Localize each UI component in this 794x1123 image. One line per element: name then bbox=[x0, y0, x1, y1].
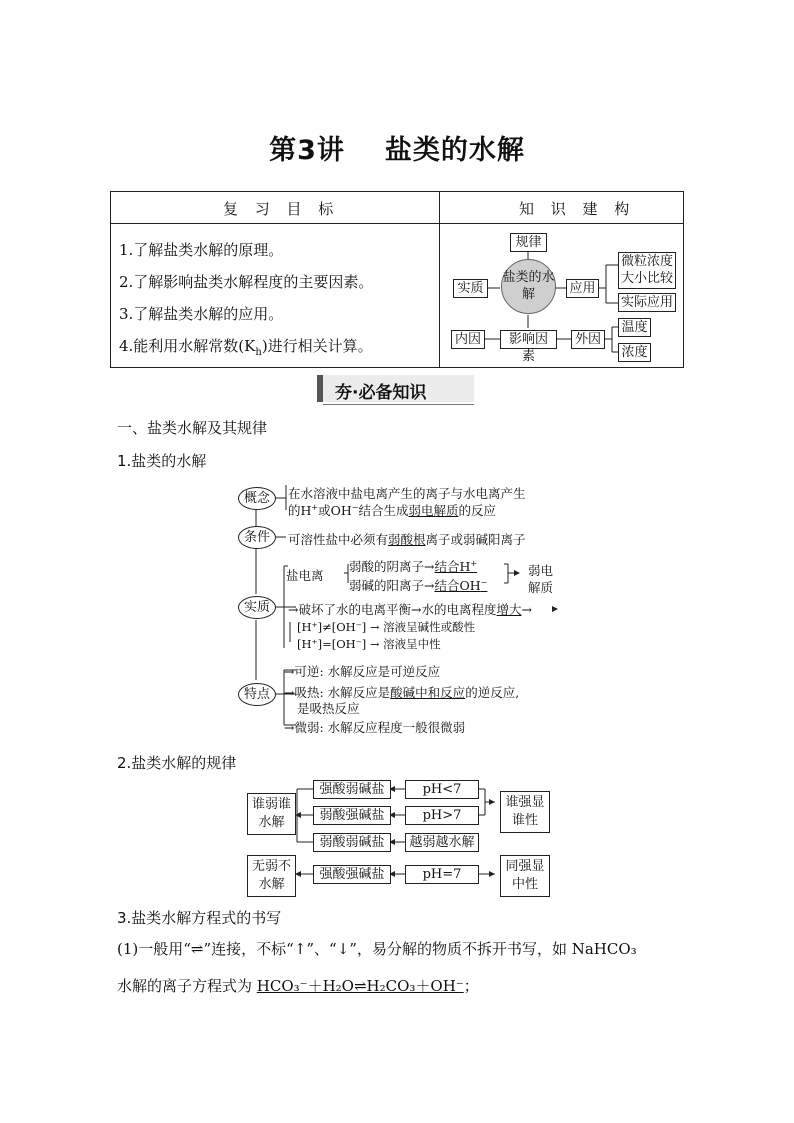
map-compare: 微粒浓度大小比较 bbox=[618, 252, 676, 289]
section-banner: 夯·必备知识 bbox=[317, 375, 474, 402]
rule-same-strong: 同强显中性 bbox=[500, 855, 550, 897]
goal-item: 3.了解盐类水解的应用。 bbox=[119, 305, 284, 323]
knowledge-header: 知 识 建 构 bbox=[519, 200, 636, 218]
subsection-heading: 3.盐类水解方程式的书写 bbox=[117, 909, 282, 927]
essence-neq: [H⁺]≠[OH⁻] → 溶液呈碱性或酸性 bbox=[297, 620, 476, 634]
map-essence: 实质 bbox=[453, 279, 488, 298]
goals-header: 复 习 目 标 bbox=[223, 200, 340, 218]
concept-line1: 在水溶液中盐电离产生的离子与水电离产生 bbox=[288, 486, 526, 501]
result-box: pH<7 bbox=[405, 780, 479, 799]
map-internal: 内因 bbox=[451, 330, 485, 349]
goal-item: 4.能利用水解常数$(K_h)$进行相关计算。 bbox=[119, 337, 373, 358]
hydrolysis-equation: HCO₃⁻＋H₂O⇌H₂CO₃＋OH⁻ bbox=[256, 977, 464, 995]
paragraph: 水解的离子方程式为 HCO₃⁻＋H₂O⇌H₂CO₃＋OH⁻； bbox=[117, 977, 479, 995]
essence-label: 实质 bbox=[238, 596, 276, 619]
essence-weak-base: 弱碱的阳离子→结合OH− bbox=[349, 577, 488, 593]
feature-endothermic: →吸热: 水解反应是酸碱中和反应的逆反应, bbox=[284, 685, 520, 700]
salt-box: 弱酸弱碱盐 bbox=[313, 833, 391, 852]
result-box: 越弱越水解 bbox=[405, 833, 479, 852]
map-law: 规律 bbox=[510, 233, 547, 252]
essence-eq: [H⁺]=[OH⁻] → 溶液呈中性 bbox=[297, 637, 441, 651]
salt-box: 强酸强碱盐 bbox=[313, 865, 391, 884]
rule-who-weak: 谁弱谁水解 bbox=[247, 793, 296, 835]
concept-line2: 的H+或OH−结合生成弱电解质的反应 bbox=[288, 502, 497, 518]
map-concentration: 浓度 bbox=[618, 343, 651, 362]
feature-endothermic-2: 是吸热反应 bbox=[297, 701, 360, 716]
essence-weak-acid: 弱酸的阴离子→结合H+ bbox=[349, 558, 478, 574]
essence-break: →破坏了水的电离平衡→水的电离程度增大→ bbox=[288, 602, 532, 617]
goal-item: 2.了解影响盐类水解程度的主要因素。 bbox=[119, 273, 374, 291]
concept-label: 概念 bbox=[238, 487, 276, 510]
rule-no-weak: 无弱不水解 bbox=[247, 855, 296, 897]
map-center: 盐类的水解 bbox=[501, 259, 556, 314]
feature-weak: →微弱: 水解反应程度一般很微弱 bbox=[284, 720, 466, 735]
review-table bbox=[110, 191, 684, 368]
section-heading: 一、盐类水解及其规律 bbox=[117, 419, 268, 437]
map-temperature: 温度 bbox=[618, 318, 651, 337]
lecture-number: 第3讲 bbox=[269, 135, 345, 166]
feature-reversible: →可逆: 水解反应是可逆反应 bbox=[284, 664, 441, 679]
goal-item: 1.了解盐类水解的原理。 bbox=[119, 241, 284, 259]
salt-box: 强酸弱碱盐 bbox=[313, 780, 391, 799]
map-practical: 实际应用 bbox=[618, 293, 676, 312]
paragraph: (1)一般用“⇌”连接，不标“↑”、“↓”，易分解的物质不拆开书写，如 NaHCO₃ bbox=[117, 940, 637, 958]
salt-box: 弱酸强碱盐 bbox=[313, 806, 391, 825]
features-label: 特点 bbox=[238, 683, 276, 706]
page-title bbox=[0, 128, 794, 167]
result-box: pH=7 bbox=[405, 865, 479, 884]
map-factors: 影响因素 bbox=[500, 330, 557, 349]
subsection-heading: 2.盐类水解的规律 bbox=[117, 754, 237, 772]
lecture-topic: 盐类的水解 bbox=[384, 135, 525, 166]
rule-who-strong: 谁强显谁性 bbox=[500, 791, 550, 833]
subsection-heading: 1.盐类的水解 bbox=[117, 452, 207, 470]
map-external: 外因 bbox=[571, 330, 605, 349]
result-box: pH>7 bbox=[405, 806, 479, 825]
condition-label: 条件 bbox=[238, 526, 276, 549]
condition-text: 可溶性盐中必须有弱酸根离子或弱碱阳离子 bbox=[288, 532, 526, 547]
essence-result: 弱电 解质 bbox=[528, 563, 554, 595]
map-application: 应用 bbox=[566, 279, 599, 298]
essence-ionize: 盐电离 bbox=[286, 568, 324, 583]
